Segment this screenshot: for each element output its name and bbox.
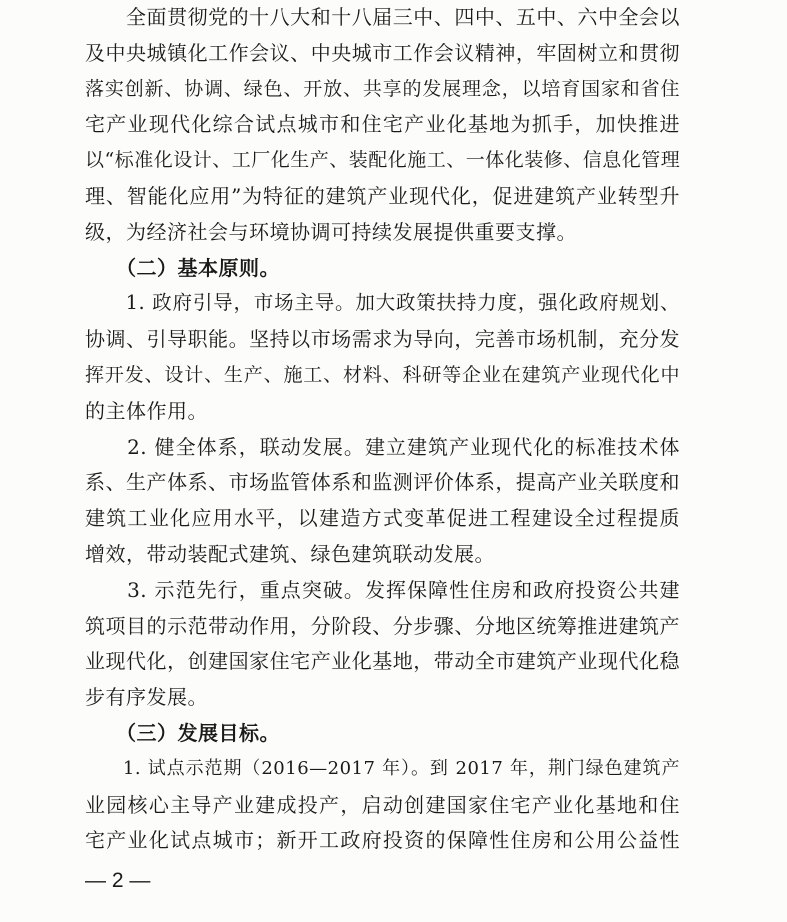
text-line: 协调、引导职能。坚持以市场需求为导向，完善市场机制，充分发 (85, 327, 680, 352)
text-line: 1. 政府引导，市场主导。加大政策扶持力度，强化政府规划、 (85, 291, 680, 315)
text-line: 建筑工业化应用水平，以建造方式变革促进工程建设全过程提质 (85, 506, 680, 531)
text-line: 系、生产体系、市场监管体系和监测评价体系，提高产业关联度和 (85, 470, 680, 495)
text-line: 挥开发、设计、生产、施工、材料、科研等企业在建筑产业现代化中 (85, 364, 680, 386)
text-line: 理、智能化应用”为特征的建筑产业现代化，促进建筑产业转型升 (85, 184, 680, 208)
text-line: 全面贯彻党的十八大和十八届三中、四中、五中、六中全会以 (85, 5, 680, 29)
text-line: 的主体作用。 (85, 398, 208, 423)
text-line: 及中央城镇化工作会议、中央城市工作会议精神，牢固树立和贯彻 (85, 40, 680, 65)
text-line: 业园核心主导产业建成投产，启动创建国家住宅产业化基地和住 (85, 792, 680, 817)
text-line: 1. 试点示范期（2016—2017 年）。到 2017 年，荆门绿色建筑产 (85, 757, 680, 779)
text-line: 宅产业化试点城市；新开工政府投资的保障性住房和公用公益性 (85, 828, 680, 853)
text-line: 增效，带动装配式建筑、绿色建筑联动发展。 (85, 542, 495, 566)
page-number: — 2 — (85, 869, 151, 892)
text-line: 2. 健全体系，联动发展。建立建筑产业现代化的标准技术体 (85, 434, 680, 459)
text-line: 宅产业现代化综合试点城市和住宅产业化基地为抓手，加快推进 (85, 112, 680, 137)
section-heading: （三）发展目标。 (85, 721, 280, 745)
section-heading: （二）基本原则。 (85, 255, 280, 280)
text-line: 筑项目的示范带动作用，分阶段、分步骤、分地区统筹推进建筑产 (85, 613, 680, 638)
text-line: 级，为经济社会与环境协调可持续发展提供重要支撑。 (85, 219, 577, 244)
text-line: 以“标准化设计、工厂化生产、装配化施工、一体化装修、信息化管理 (85, 149, 681, 172)
text-line: 3. 示范先行，重点突破。发挥保障性住房和政府投资公共建 (85, 577, 680, 602)
text-line: 步有序发展。 (85, 685, 208, 710)
text-line: 落实创新、协调、绿色、开放、共享的发展理念，以培育国家和省住 (85, 77, 680, 100)
text-line: 业现代化，创建国家住宅产业化基地，带动全市建筑产业现代化稳 (85, 649, 680, 674)
